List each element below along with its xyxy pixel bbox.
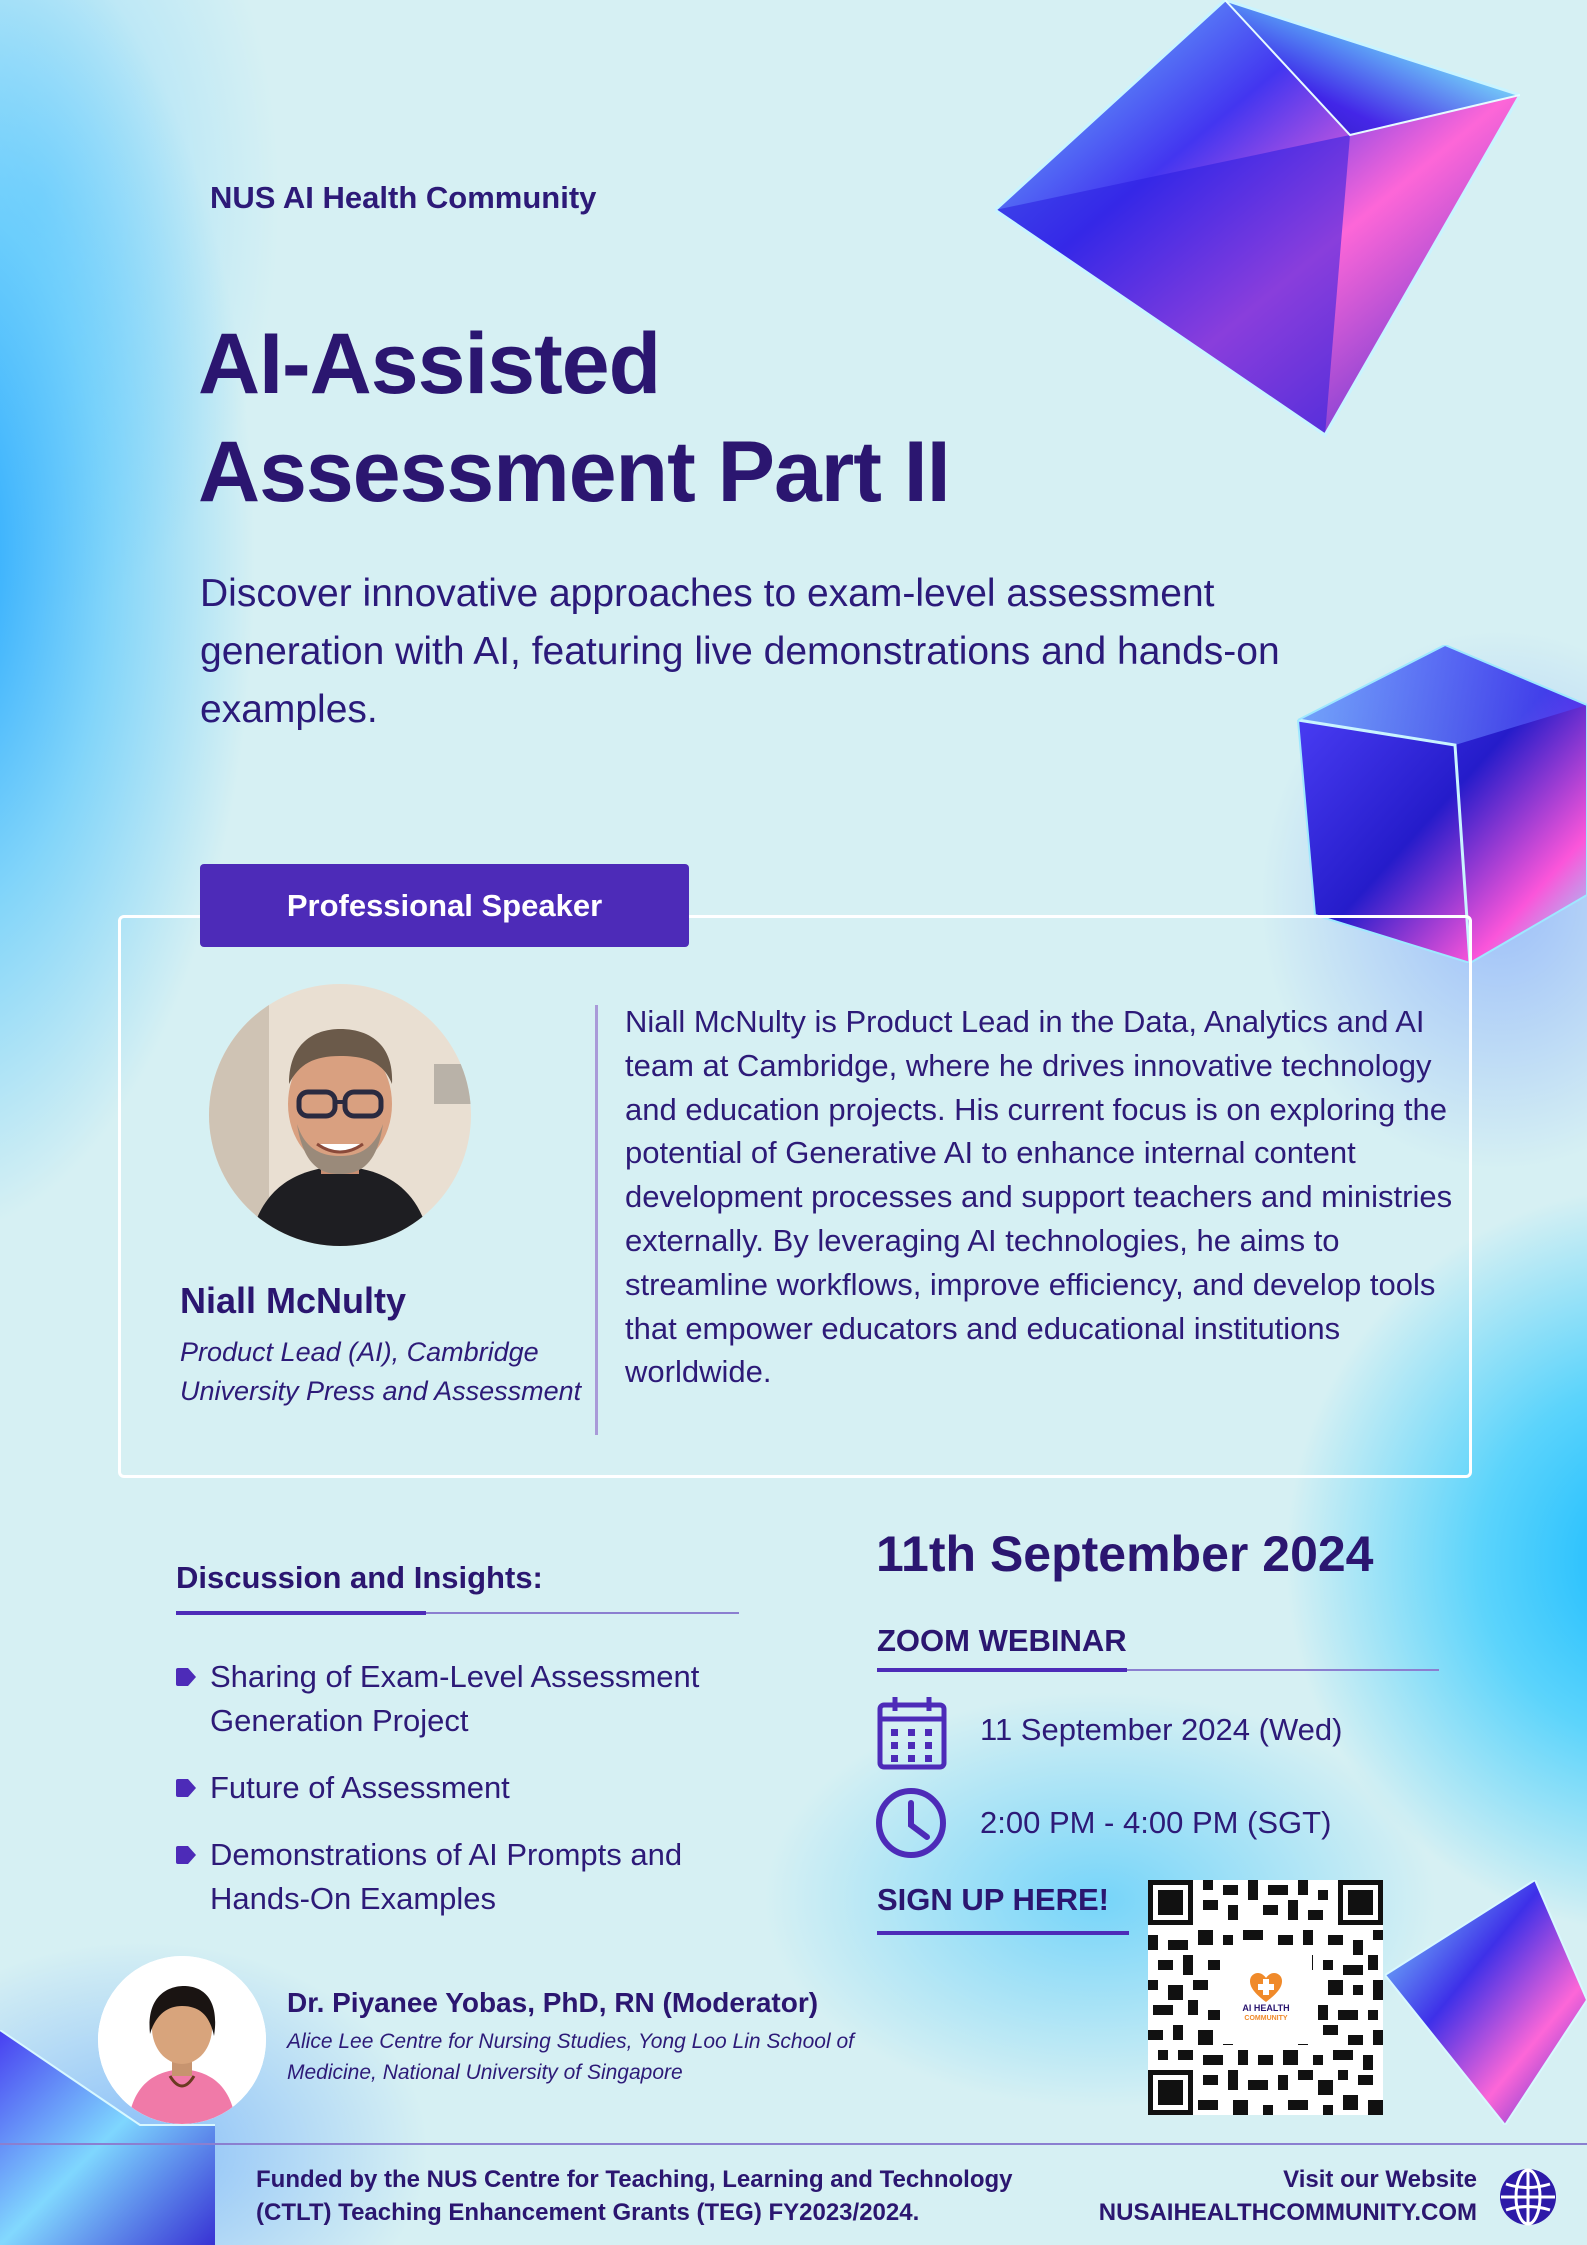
event-time: 2:00 PM - 4:00 PM (SGT)	[980, 1805, 1332, 1840]
website-block	[1000, 2163, 1477, 2229]
format-underline-accent	[877, 1668, 1127, 1672]
visit-label: Visit our Website	[1283, 2166, 1477, 2193]
qr-logo-label-1: AI HEALTH	[1242, 2003, 1290, 2013]
moderator-name: Dr. Piyanee Yobas, PhD, RN (Moderator)	[287, 1987, 819, 2018]
event-date-heading: 11th September 2024	[876, 1526, 1374, 1582]
bullet-tag-icon	[176, 1779, 196, 1797]
qr-logo	[1220, 1952, 1312, 2044]
gem-top-right	[995, 0, 1520, 440]
discussion-title: Discussion and Insights:	[176, 1560, 543, 1595]
list-item	[176, 1833, 736, 1921]
footer-divider	[0, 2143, 1587, 2145]
discussion-underline-accent	[176, 1611, 426, 1615]
funding-line-1: Funded by the NUS Centre for Teaching, Learning and Technology	[256, 2166, 1013, 2193]
speaker-role: Product Lead (AI), Cambridge University Press and Assessment	[180, 1337, 582, 1406]
title-line-1: AI-Assisted	[198, 316, 661, 412]
speaker-divider	[595, 1005, 598, 1435]
speaker-tab: Professional Speaker	[200, 864, 689, 947]
signup-link[interactable]: SIGN UP HERE!	[877, 1882, 1109, 1917]
discussion-list	[176, 1655, 736, 1921]
signup-qr-code[interactable]	[1148, 1880, 1383, 2115]
bullet-tag-icon	[176, 1668, 196, 1686]
event-date: 11 September 2024 (Wed)	[980, 1712, 1343, 1747]
list-item-text: Demonstrations of AI Prompts and Hands-On Examples	[210, 1837, 683, 1916]
speaker-avatar	[209, 984, 471, 1246]
speaker-name: Niall McNulty	[180, 1280, 407, 1321]
qr-logo-label-2: COMMUNITY	[1244, 2015, 1288, 2022]
event-format: ZOOM WEBINAR	[877, 1623, 1127, 1658]
list-item	[176, 1766, 736, 1810]
event-subtitle: Discover innovative approaches to exam-level assessment generation with AI, featuring live demonstrations and hands-on examples.	[200, 572, 1280, 731]
globe-icon	[1498, 2167, 1558, 2227]
moderator-avatar	[98, 1956, 266, 2124]
website-link[interactable]: NUSAIHEALTHCOMMUNITY.COM	[1098, 2199, 1477, 2226]
moderator-affiliation: Alice Lee Centre for Nursing Studies, Yong Loo Lin School of Medicine, National University of Singapore	[287, 2030, 854, 2084]
bullet-tag-icon	[176, 1846, 196, 1864]
list-item-text: Future of Assessment	[210, 1770, 510, 1805]
clock-icon	[875, 1787, 947, 1859]
organization-name: NUS AI Health Community	[210, 180, 597, 215]
signup-underline	[877, 1931, 1129, 1935]
title-line-2: Assessment Part II	[198, 424, 950, 520]
heart-cross-icon	[1249, 1973, 1283, 2003]
calendar-icon	[877, 1695, 947, 1770]
gem-bottom-right	[1385, 1880, 1587, 2125]
event-title	[198, 310, 950, 526]
funding-line-2: (CTLT) Teaching Enhancement Grants (TEG) FY2023/2024.	[256, 2199, 920, 2226]
list-item-text: Sharing of Exam-Level Assessment Generation Project	[210, 1659, 700, 1738]
list-item	[176, 1655, 736, 1743]
speaker-bio: Niall McNulty is Product Lead in the Data, Analytics and AI team at Cambridge, where he drives innovative technology and education projects. His current focus is on exploring the potential of Generative AI to enhance internal content development processes and support teachers and ministries externally. By leveraging AI technologies, he aims to streamline workflows, improve efficiency, and develop tools that empower educators and educational institutions worldwide.	[625, 1004, 1453, 1390]
